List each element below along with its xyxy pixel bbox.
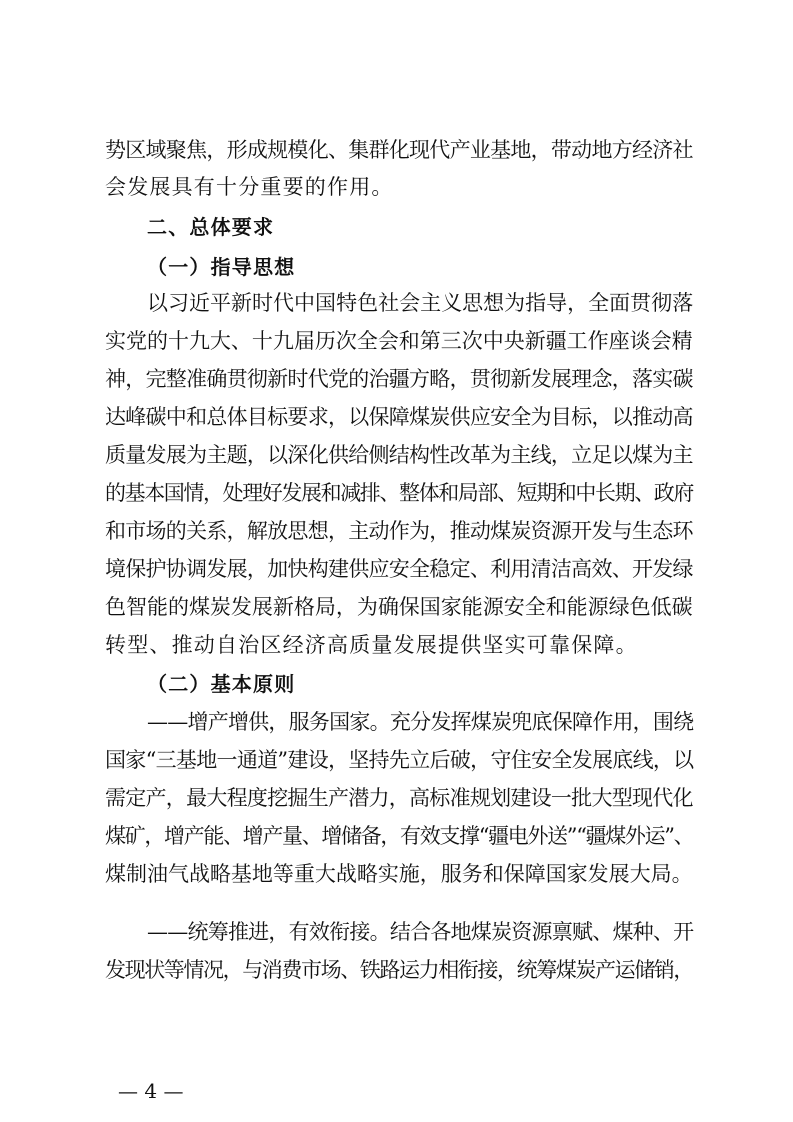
body-text-line: 会发展具有十分重要的作用。	[105, 175, 394, 199]
section-heading: 二、总体要求	[147, 215, 275, 239]
body-text-line: 转型、推动自治区经济高质量发展提供坚实可靠保障。	[105, 633, 638, 657]
body-text-line: 神，完整准确贯彻新时代党的治疆方略，贯彻新发展理念，落实碳	[105, 367, 693, 391]
subsection-heading: （一）指导思想	[147, 255, 296, 279]
body-text-line: 和市场的关系，解放思想，主动作为，推动煤炭资源开发与生态环	[105, 519, 693, 543]
body-text-line: 色智能的煤炭发展新格局，为确保国家能源安全和能源绿色低碳	[105, 595, 693, 619]
body-text-line: 势区域聚焦，形成规模化、集群化现代产业基地，带动地方经济社	[105, 138, 693, 162]
body-text-line: ——统筹推进，有效衔接。结合各地煤炭资源禀赋、煤种、开	[147, 920, 694, 944]
body-text-line: 需定产，最大程度挖掘生产潜力，高标准规划建设一批大型现代化	[105, 786, 693, 810]
body-text-line: 发现状等情况，与消费市场、铁路运力相衔接，统筹煤炭产运储销，	[105, 958, 693, 982]
body-text-line: 以习近平新时代中国特色社会主义思想为指导，全面贯彻落	[147, 291, 694, 315]
body-text-line: ——增产增供，服务国家。充分发挥煤炭兜底保障作用，围绕	[147, 710, 694, 734]
body-text-line: 国家“三基地一通道”建设，坚持先立后破，守住安全发展底线，以	[105, 748, 694, 772]
body-text-line: 达峰碳中和总体目标要求，以保障煤炭供应安全为目标，以推动高	[105, 405, 693, 429]
body-text-line: 煤矿，增产能、增产量、增储备，有效支撑“疆电外送”“疆煤外运”、	[105, 824, 694, 848]
body-text-line: 实党的十九大、十九届历次全会和第三次中央新疆工作座谈会精	[105, 329, 693, 353]
body-text-line: 质量发展为主题，以深化供给侧结构性改革为主线，立足以煤为主	[105, 443, 693, 467]
body-text-line: 煤制油气战略基地等重大战略实施，服务和保障国家发展大局。	[105, 862, 693, 886]
body-text-line: 的基本国情，处理好发展和减排、整体和局部、短期和中长期、政府	[105, 481, 693, 505]
subsection-heading: （二）基本原则	[147, 672, 296, 696]
body-text-line: 境保护协调发展，加快构建供应安全稳定、利用清洁高效、开发绿	[105, 557, 693, 581]
page-number: — 4 —	[118, 1079, 184, 1103]
